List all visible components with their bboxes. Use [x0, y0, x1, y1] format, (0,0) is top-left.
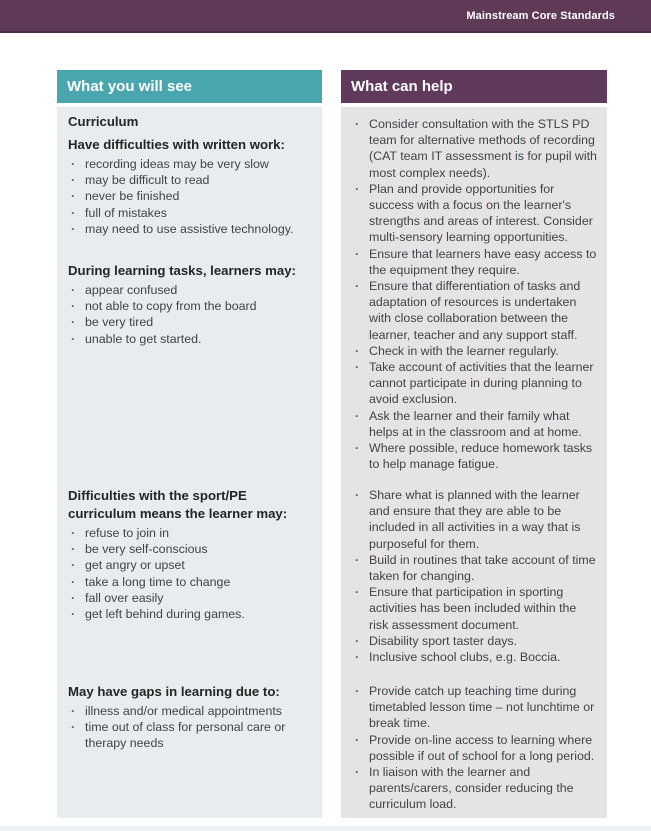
list-item: [68, 719, 312, 751]
list-item-text: be very self-conscious: [85, 542, 208, 557]
bullet-list: [68, 156, 312, 237]
list-item-text: full of mistakes: [85, 205, 167, 220]
list-item: [352, 552, 597, 584]
left-section-sport-pe: [57, 487, 322, 622]
list-item-text: unable to get started.: [85, 331, 202, 346]
list-item: [352, 732, 597, 764]
list-item: [352, 278, 597, 343]
list-item-text: Ensure that differentiation of tasks and adaptation of resources is undertaken with close collaboration between the learner, teacher and any support staff.: [369, 279, 581, 342]
list-item: [352, 343, 597, 359]
list-item-text: never be finished: [85, 189, 180, 204]
list-item-text: not able to copy from the board: [85, 299, 257, 314]
list-item-text: be very tired: [85, 315, 154, 330]
list-item: [68, 541, 312, 557]
list-item-text: Ask the learner and their family what helps at in the classroom and at home.: [369, 408, 582, 439]
list-item-text: time out of class for personal care or therapy needs: [85, 720, 286, 751]
page-bottom-strip: [0, 826, 651, 831]
list-item: [68, 574, 312, 590]
left-section-curriculum: [57, 113, 322, 237]
list-item: [352, 116, 597, 181]
list-item-text: get left behind during games.: [85, 607, 245, 622]
list-item-text: Disability sport taster days.: [369, 633, 518, 648]
list-item-text: fall over easily: [85, 590, 164, 605]
list-item-text: take a long time to change: [85, 574, 231, 589]
bullet-list: [68, 282, 312, 347]
list-item-text: may be difficult to read: [85, 173, 210, 188]
bullet-list: [68, 703, 312, 752]
list-item: [352, 408, 597, 440]
list-item-text: refuse to join in: [85, 526, 170, 540]
left-section-gaps-in-learning: [57, 683, 322, 752]
list-item-text: Take account of activities that the learner cannot participate in during planning to avoid exclusion.: [369, 360, 594, 407]
list-item-text: Plan and provide opportunities for success with a focus on the learner's strengths and areas of interest. Consider multi-sensory learning opportunities.: [369, 181, 593, 245]
list-item-text: Ensure that participation in sporting activities has been included within the risk assessment document.: [369, 585, 577, 632]
section-subtitle: May have gaps in learning due to:: [68, 684, 280, 699]
list-item: [68, 298, 312, 314]
list-item: [68, 557, 312, 573]
list-item-text: illness and/or medical appointments: [85, 704, 282, 718]
list-item-text: Consider consultation with the STLS PD team for alternative methods of recording (CAT team IT assessment is for pupil with most complex needs).: [369, 117, 597, 180]
list-item: [352, 683, 597, 732]
list-item: [68, 590, 312, 606]
list-item: [68, 331, 312, 347]
section-subtitle: During learning tasks, learners may:: [68, 263, 296, 278]
right-column-body: [341, 107, 607, 818]
section-subtitle: Have difficulties with written work:: [68, 137, 285, 152]
left-column-header-label: What you will see: [67, 78, 193, 95]
right-column-header-label: What can help: [351, 78, 453, 95]
bullet-list: [352, 487, 597, 665]
list-item-text: In liaison with the learner and parents/carers, consider reducing the curriculum load.: [369, 765, 574, 812]
topbar-title: Mainstream Core Standards: [466, 9, 615, 22]
list-item: [352, 764, 597, 813]
list-item-text: Inclusive school clubs, e.g. Boccia.: [369, 650, 561, 665]
list-item-text: Provide catch up teaching time during timetabled lesson time – not lunchtime or break time.: [369, 684, 595, 731]
list-item-text: appear confused: [85, 283, 178, 297]
list-item: [68, 156, 312, 172]
bullet-list: [352, 116, 597, 472]
left-column-header: [57, 70, 322, 103]
left-section-learning-tasks: [57, 262, 322, 347]
list-item-text: Check in with the learner regularly.: [369, 343, 559, 358]
list-item: [68, 314, 312, 330]
list-item: [352, 584, 597, 633]
list-item: [352, 649, 597, 665]
list-item-text: may need to use assistive technology.: [85, 221, 294, 236]
list-item-text: Build in routines that take account of time taken for changing.: [369, 552, 596, 584]
list-item: [352, 246, 597, 278]
bullet-list: [68, 525, 312, 622]
list-item: [352, 181, 597, 246]
list-item: [68, 205, 312, 221]
right-column-header: [341, 70, 607, 103]
right-section-gaps-help: [341, 683, 607, 813]
bullet-list: [352, 683, 597, 813]
list-item: [68, 525, 312, 541]
list-item-text: Share what is planned with the learner and ensure that they are able to be included in all activities in a way that is purposeful for them.: [369, 488, 581, 551]
right-section-sport-pe-help: [341, 487, 607, 665]
section-subtitle: Difficulties with the sport/PE curriculum means the learner may:: [68, 488, 288, 521]
list-item: [68, 606, 312, 622]
list-item-text: Ensure that learners have easy access to the equipment they require.: [369, 246, 597, 277]
list-item-text: get angry or upset: [85, 558, 185, 573]
list-item: [352, 633, 597, 649]
list-item-text: Provide on-line access to learning where possible if out of school for a long period.: [369, 732, 595, 763]
right-section-curriculum-help: [341, 116, 607, 472]
left-column-body: [57, 107, 322, 818]
list-item: [68, 172, 312, 188]
list-item: [352, 487, 597, 552]
list-item-text: recording ideas may be very slow: [85, 157, 269, 171]
list-item: [352, 440, 597, 472]
topbar: [0, 0, 651, 33]
section-title: Curriculum: [68, 114, 139, 129]
list-item: [68, 188, 312, 204]
list-item: [68, 703, 312, 719]
list-item: [68, 221, 312, 237]
list-item: [68, 282, 312, 298]
list-item-text: Where possible, reduce homework tasks to help manage fatigue.: [369, 441, 593, 472]
list-item: [352, 359, 597, 408]
